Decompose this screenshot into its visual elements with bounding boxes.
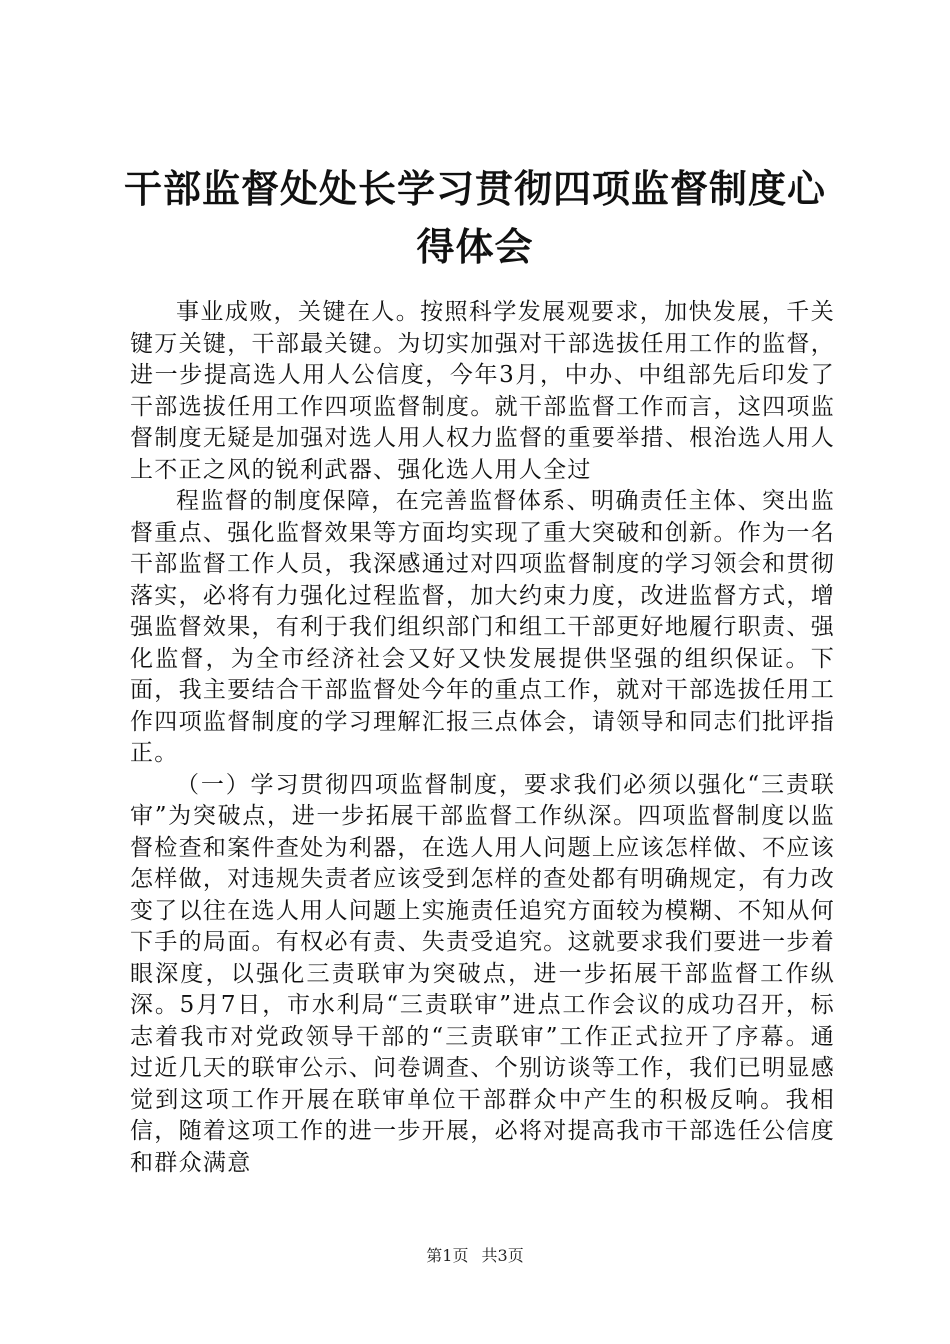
paragraph-1: 事业成败，关键在人。按照科学发展观要求，加快发展，千关键万关键，干部最关键。为切实加强对干部选拔任用工作的监督，进一步提高选人用人公信度，今年3月，中办、中组部先后印发了干部选拔任用工作四项监督制度。就干部监督工作而言，这四项监督制度无疑是加强对选人用人权力监督的重要举措、根治选人用人上不正之风的锐利武器、强化选人用人全过 — [130, 299, 835, 483]
page-footer — [0, 1243, 950, 1266]
paragraph-2: 程监督的制度保障，在完善监督体系、明确责任主体、突出监督重点、强化监督效果等方面均实现了重大突破和创新。作为一名干部监督工作人员，我深感通过对四项监督制度的学习领会和贯彻落实，必将有力强化过程监督，加大约束力度，改进监督方式，增强监督效果，有利于我们组织部门和组工干部更好地履行职责、强化监督，为全市经济社会又好又快发展提供坚强的组织保证。下面，我主要结合干部监督处今年的重点工作，就对干部选拔任用工作四项监督制度的学习理解汇报三点体会，请领导和同志们批评指正。 — [130, 488, 835, 766]
document-title: 干部监督处处长学习贯彻四项监督制度心得体会 — [123, 167, 826, 269]
page-number: 第1页 — [426, 1246, 469, 1265]
page-total: 共3页 — [481, 1246, 524, 1265]
document-body — [130, 297, 835, 1179]
paragraph-3: （一）学习贯彻四项监督制度，要求我们必须以强化“三责联审”为突破点，进一步拓展干部监督工作纵深。四项监督制度以监督检查和案件查处为利器，在选人用人问题上应该怎样做、不应该怎样做，对违规失责者应该受到怎样的查处都有明确规定，有力改变了以往在选人用人问题上实施责任追究方面较为模糊、不知从何下手的局面。有权必有责、失责受追究。这就要求我们要进一步着眼深度，以强化三责联审为突破点，进一步拓展干部监督工作纵深。5月7日，市水利局“三责联审”进点工作会议的成功召开，标志着我市对党政领导干部的“三责联审”工作正式拉开了序幕。通过近几天的联审公示、问卷调查、个别访谈等工作，我们已明显感觉到这项工作开展在联审单位干部群众中产生的积极反响。我相信，随着这项工作的进一步开展，必将对提高我市干部选任公信度和群众满意 — [130, 771, 835, 1176]
